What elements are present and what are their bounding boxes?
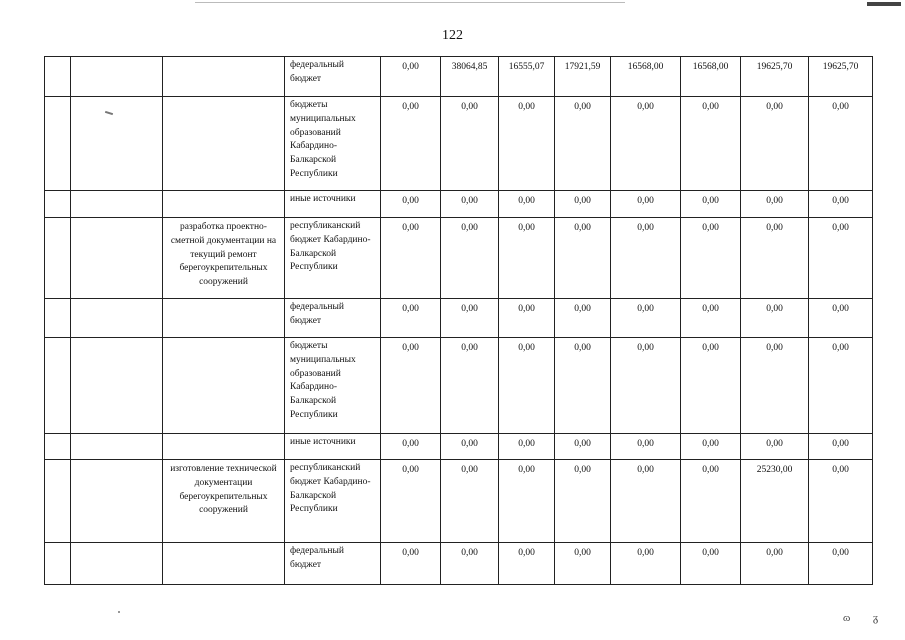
amount-cell: 0,00 xyxy=(741,299,809,338)
amount-cell: 0,00 xyxy=(611,97,681,191)
amount-cell: 19625,70 xyxy=(809,57,873,97)
amount-cell: 0,00 xyxy=(441,460,499,543)
amount-cell: 0,00 xyxy=(499,543,555,585)
amount-cell: 16555,07 xyxy=(499,57,555,97)
amount-cell: 0,00 xyxy=(499,434,555,460)
code-cell xyxy=(71,218,163,299)
amount-cell: 0,00 xyxy=(809,218,873,299)
amount-cell: 0,00 xyxy=(611,543,681,585)
funding-source-cell: республиканский бюджет Кабардино-Балкарской Республики xyxy=(285,460,381,543)
code-cell xyxy=(71,57,163,97)
funding-source-cell: иные источники xyxy=(285,434,381,460)
activity-cell xyxy=(163,57,285,97)
code-cell xyxy=(71,460,163,543)
amount-cell: 16568,00 xyxy=(681,57,741,97)
table-row xyxy=(45,57,873,97)
amount-cell: 0,00 xyxy=(809,299,873,338)
amount-cell: 0,00 xyxy=(681,97,741,191)
activity-cell xyxy=(163,338,285,434)
funding-source-cell: федеральный бюджет xyxy=(285,57,381,97)
amount-cell: 19625,70 xyxy=(741,57,809,97)
activity-cell: изготовление технической документации берегоукрепительных сооружений xyxy=(163,460,285,543)
amount-cell: 0,00 xyxy=(809,191,873,218)
funding-source-cell: бюджеты муниципальных образований Кабардино-Балкарской Республики xyxy=(285,338,381,434)
amount-cell: 0,00 xyxy=(809,338,873,434)
amount-cell: 0,00 xyxy=(681,543,741,585)
amount-cell: 0,00 xyxy=(741,434,809,460)
amount-cell: 0,00 xyxy=(381,434,441,460)
number-cell xyxy=(45,434,71,460)
code-cell xyxy=(71,543,163,585)
amount-cell: 0,00 xyxy=(555,97,611,191)
amount-cell: 0,00 xyxy=(741,97,809,191)
table-row xyxy=(45,218,873,299)
amount-cell: 0,00 xyxy=(381,543,441,585)
amount-cell: 0,00 xyxy=(499,299,555,338)
amount-cell: 0,00 xyxy=(555,218,611,299)
number-cell xyxy=(45,97,71,191)
table-body xyxy=(45,57,873,585)
code-cell xyxy=(71,97,163,191)
page-number: 122 xyxy=(442,28,463,43)
amount-cell: 0,00 xyxy=(555,460,611,543)
code-cell xyxy=(71,191,163,218)
amount-cell: 0,00 xyxy=(441,97,499,191)
funding-source-cell: федеральный бюджет xyxy=(285,543,381,585)
number-cell xyxy=(45,543,71,585)
amount-cell: 0,00 xyxy=(499,191,555,218)
table-row xyxy=(45,543,873,585)
activity-cell xyxy=(163,543,285,585)
top-rule xyxy=(195,2,625,3)
amount-cell: 0,00 xyxy=(555,299,611,338)
amount-cell: 0,00 xyxy=(681,218,741,299)
amount-cell: 0,00 xyxy=(381,57,441,97)
corner-mark xyxy=(867,2,901,6)
amount-cell: 0,00 xyxy=(681,338,741,434)
number-cell xyxy=(45,218,71,299)
activity-cell xyxy=(163,434,285,460)
funding-source-cell: федеральный бюджет xyxy=(285,299,381,338)
activity-cell xyxy=(163,191,285,218)
amount-cell: 0,00 xyxy=(611,299,681,338)
activity-cell xyxy=(163,299,285,338)
amount-cell: 0,00 xyxy=(381,97,441,191)
funding-source-cell: республиканский бюджет Кабардино-Балкарской Республики xyxy=(285,218,381,299)
footer-mark: ᵹ xyxy=(873,612,879,624)
amount-cell: 0,00 xyxy=(441,338,499,434)
amount-cell: 0,00 xyxy=(381,338,441,434)
budget-table-container xyxy=(44,56,872,585)
amount-cell: 0,00 xyxy=(381,218,441,299)
amount-cell: 0,00 xyxy=(441,434,499,460)
footer-mark: ɷ xyxy=(843,612,851,624)
amount-cell: 0,00 xyxy=(381,299,441,338)
amount-cell: 0,00 xyxy=(741,191,809,218)
amount-cell: 0,00 xyxy=(809,460,873,543)
amount-cell: 0,00 xyxy=(441,191,499,218)
amount-cell: 0,00 xyxy=(611,218,681,299)
budget-table xyxy=(44,56,873,585)
table-row xyxy=(45,191,873,218)
amount-cell: 0,00 xyxy=(499,218,555,299)
amount-cell: 0,00 xyxy=(741,218,809,299)
amount-cell: 0,00 xyxy=(441,299,499,338)
scan-speck xyxy=(118,611,120,613)
amount-cell: 0,00 xyxy=(499,460,555,543)
table-row xyxy=(45,97,873,191)
amount-cell: 0,00 xyxy=(441,218,499,299)
amount-cell: 0,00 xyxy=(741,543,809,585)
amount-cell: 38064,85 xyxy=(441,57,499,97)
amount-cell: 0,00 xyxy=(499,97,555,191)
amount-cell: 0,00 xyxy=(441,543,499,585)
amount-cell: 0,00 xyxy=(809,543,873,585)
amount-cell: 0,00 xyxy=(809,97,873,191)
activity-cell xyxy=(163,97,285,191)
funding-source-cell: иные источники xyxy=(285,191,381,218)
amount-cell: 25230,00 xyxy=(741,460,809,543)
number-cell xyxy=(45,460,71,543)
number-cell xyxy=(45,57,71,97)
amount-cell: 0,00 xyxy=(611,191,681,218)
code-cell xyxy=(71,338,163,434)
amount-cell: 0,00 xyxy=(681,434,741,460)
funding-source-cell: бюджеты муниципальных образований Кабардино-Балкарской Республики xyxy=(285,97,381,191)
table-row xyxy=(45,460,873,543)
amount-cell: 16568,00 xyxy=(611,57,681,97)
amount-cell: 0,00 xyxy=(611,460,681,543)
amount-cell: 0,00 xyxy=(611,338,681,434)
amount-cell: 0,00 xyxy=(381,460,441,543)
amount-cell: 0,00 xyxy=(499,338,555,434)
amount-cell: 0,00 xyxy=(555,543,611,585)
amount-cell: 0,00 xyxy=(681,460,741,543)
amount-cell: 0,00 xyxy=(809,434,873,460)
code-cell xyxy=(71,434,163,460)
number-cell xyxy=(45,191,71,218)
amount-cell: 0,00 xyxy=(555,434,611,460)
table-row xyxy=(45,338,873,434)
table-row xyxy=(45,299,873,338)
amount-cell: 0,00 xyxy=(555,338,611,434)
amount-cell: 0,00 xyxy=(681,299,741,338)
code-cell xyxy=(71,299,163,338)
amount-cell: 0,00 xyxy=(611,434,681,460)
number-cell xyxy=(45,299,71,338)
amount-cell: 17921,59 xyxy=(555,57,611,97)
amount-cell: 0,00 xyxy=(555,191,611,218)
activity-cell: разработка проектно-сметной документации на текущий ремонт берегоукрепительных сооружений xyxy=(163,218,285,299)
amount-cell: 0,00 xyxy=(681,191,741,218)
amount-cell: 0,00 xyxy=(741,338,809,434)
table-row xyxy=(45,434,873,460)
amount-cell: 0,00 xyxy=(381,191,441,218)
number-cell xyxy=(45,338,71,434)
